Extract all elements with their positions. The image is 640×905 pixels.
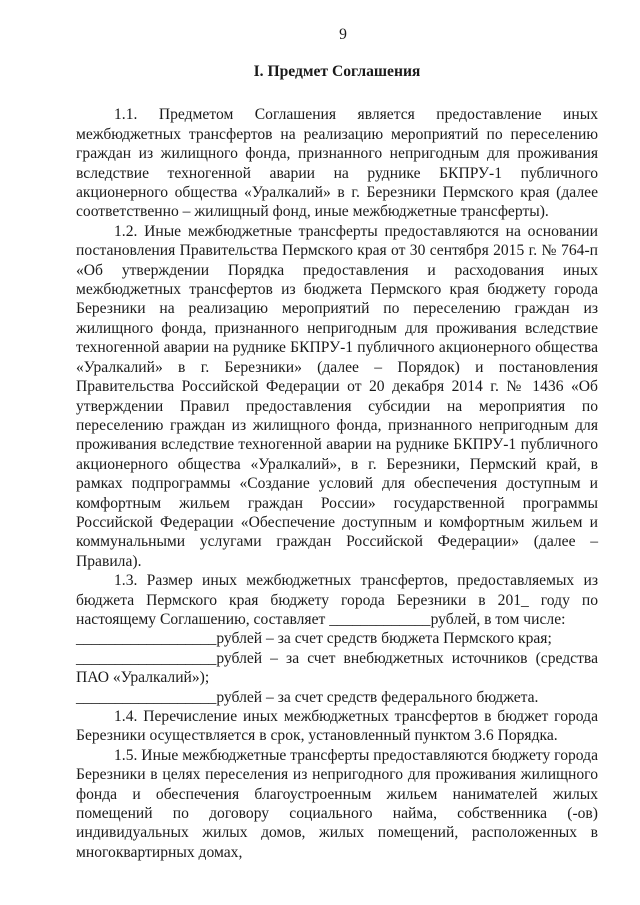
section-title: I. Предмет Соглашения bbox=[253, 63, 421, 80]
amount-line-extrabudgetary: __________________рублей – за счет внебюджетных источников (средства ПАО «Уралкалий»); bbox=[76, 649, 598, 687]
paragraph-1-5: 1.5. Иные межбюджетные трансферты предоставляются бюджету города Березники в целях переселения из непригодного для проживания жилищного фонда и обеспечения благоустроенным жильем нанимателей жилых помещений по договору социального найма, собственника (-ов) индивидуальных жилых домов, жилых помещений, расположенных в многоквартирных домах, bbox=[76, 746, 598, 861]
document-page bbox=[76, 24, 598, 862]
paragraph-1-1: 1.1. Предметом Соглашения является предоставление иных межбюджетных трансфертов на реализацию мероприятий по переселению граждан из жилищного фонда, признанного непригодным для проживания вследствие техногенной аварии на руднике БКПРУ-1 публичного акционерного общества «Уралкалий» в г. Березники Пермского края (далее соответственно – жилищный фонд, иные межбюджетные трансферты). bbox=[76, 106, 598, 221]
page-number: 9 bbox=[339, 26, 347, 43]
paragraph-1-2: 1.2. Иные межбюджетные трансферты предоставляются на основании постановления Правительства Пермского края от 30 сентября 2015 г. № 764-п «Об утверждении Порядка предоставления и расходования иных межбюджетных трансфертов из бюджета Пермского края бюджету города Березники на реализацию мероприятий по переселению граждан из жилищного фонда, признанного непригодным для проживания вследствие техногенной аварии на руднике БКПРУ-1 публичного акционерного общества «Уралкалий» в г. Березники» (далее – Порядок) и постановления Правительства Российской Федерации от 20 декабря 2014 г. № 1436 «Об утверждении Правил предоставления субсидии на мероприятия по переселению граждан из жилищного фонда, признанного непригодным для проживания вследствие техногенной аварии на руднике БКПРУ-1 публичного акционерного общества «Уралкалий», в г. Березники, Пермский край, в рамках подпрограммы «Создание условий для обеспечения доступным и комфортным жильем граждан России» государственной программы Российской Федерации «Обеспечение доступным и комфортным жильем и коммунальными услугами граждан Российской Федерации» (далее – Правила). bbox=[76, 222, 598, 570]
amount-line-federal: __________________рублей – за счет средств федерального бюджета. bbox=[76, 688, 539, 706]
paragraph-1-3: 1.3. Размер иных межбюджетных трансфертов, предоставляемых из бюджета Пермского края бюджету города Березники в 201_ году по настоящему Соглашению, составляет _____________рублей, в том числе: bbox=[76, 572, 598, 628]
paragraph-1-4: 1.4. Перечисление иных межбюджетных трансфертов в бюджет города Березники осуществляется в срок, установленный пунктом 3.6 Порядка. bbox=[76, 708, 598, 745]
amount-line-regional: __________________рублей – за счет средств бюджета Пермского края; bbox=[76, 630, 552, 648]
